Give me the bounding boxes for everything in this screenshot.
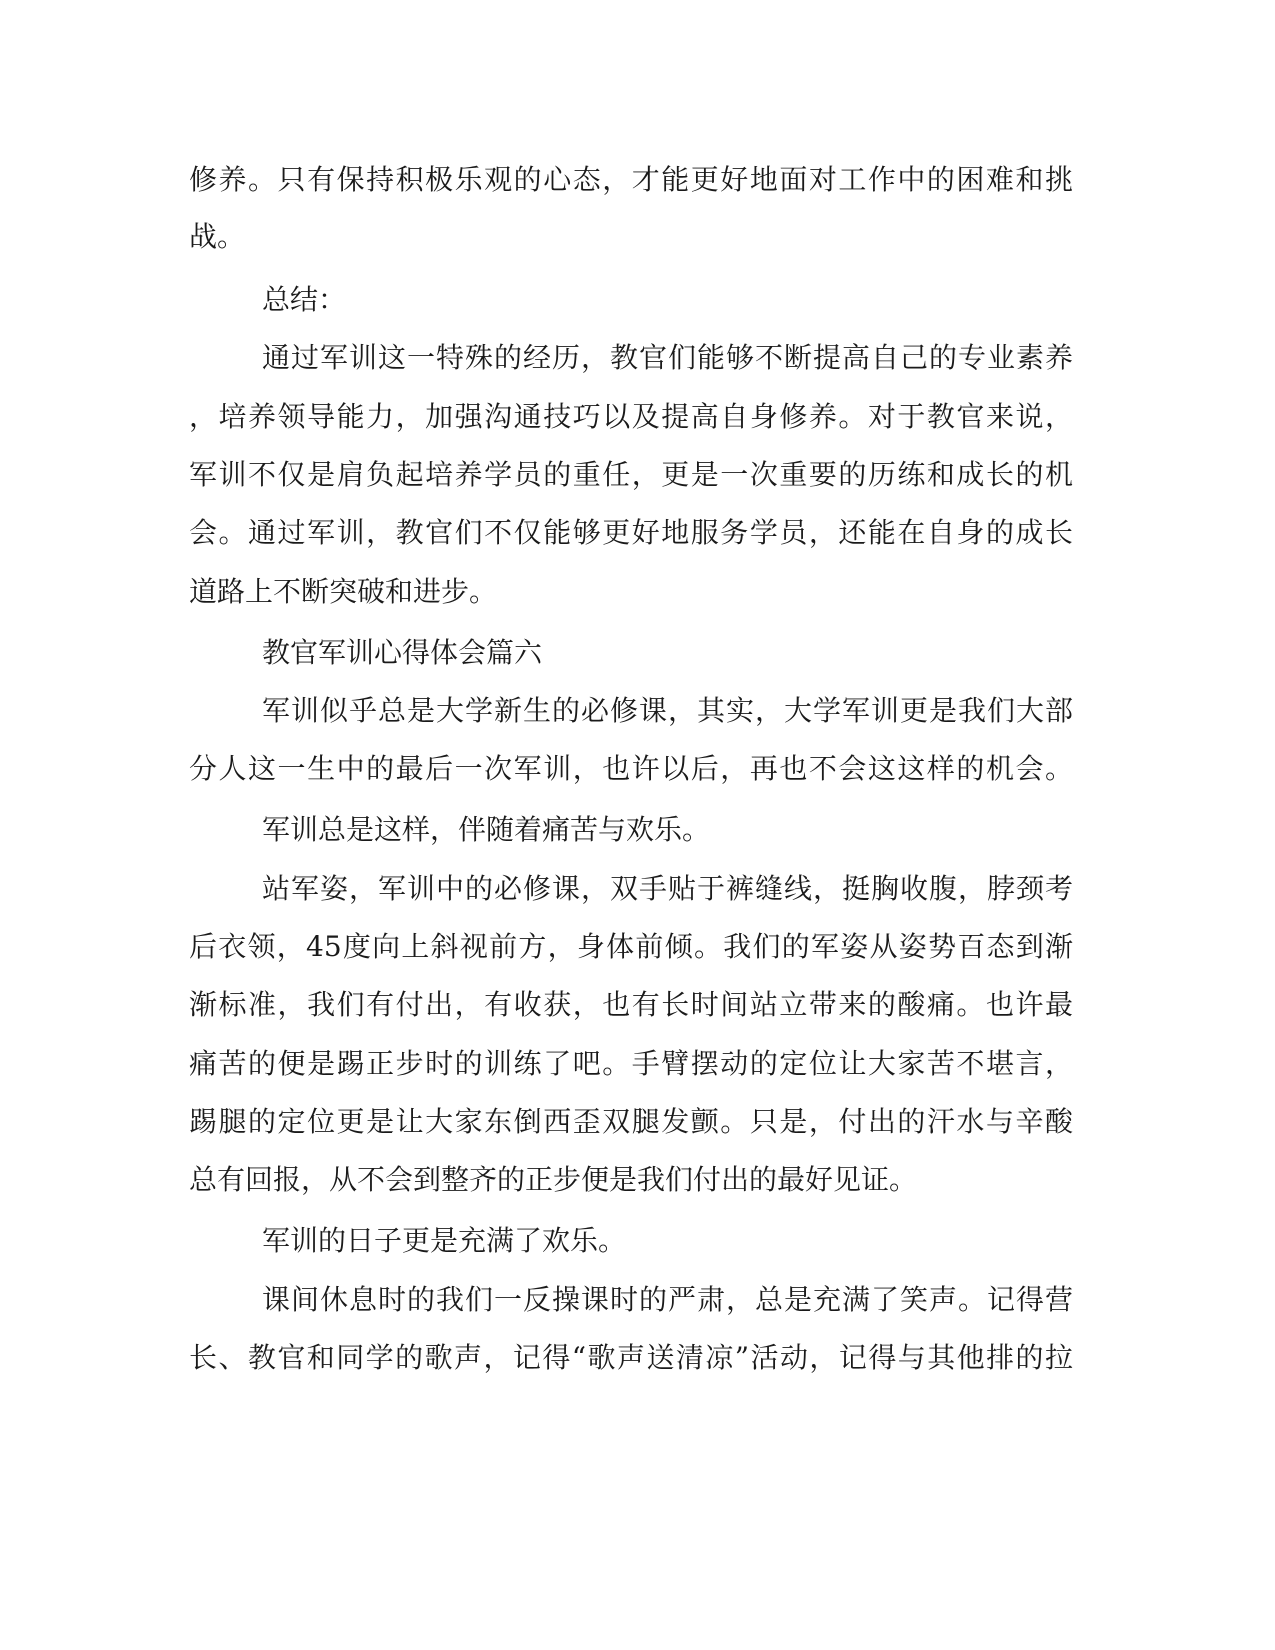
body-text-line: 站军姿，军训中的必修课，双手贴于裤缝线，挺胸收腹，脖颈考	[262, 872, 1073, 905]
body-text-line: 战。	[189, 220, 246, 253]
body-text-line: 军训似乎总是大学新生的必修课，其实，大学军训更是我们大部	[262, 694, 1073, 727]
body-text-line: ，培养领导能力，加强沟通技巧以及提高自身修养。对于教官来说，	[189, 400, 1073, 433]
section-heading: 总结：	[262, 283, 347, 316]
body-text-line: 后衣领，45度向上斜视前方，身体前倾。我们的军姿从姿势百态到渐	[189, 930, 1073, 963]
body-text-line: 长、教官和同学的歌声，记得“歌声送清凉”活动，记得与其他排的拉	[189, 1341, 1073, 1374]
body-text-line: 总有回报，从不会到整齐的正步便是我们付出的最好见证。	[189, 1163, 918, 1196]
body-text-line: 踢腿的定位更是让大家东倒西歪双腿发颤。只是，付出的汗水与辛酸	[189, 1105, 1073, 1138]
body-text-line: 渐标准，我们有付出，有收获，也有长时间站立带来的酸痛。也许最	[189, 988, 1073, 1021]
body-text-line: 痛苦的便是踢正步时的训练了吧。手臂摆动的定位让大家苦不堪言，	[189, 1047, 1073, 1080]
body-text-line: 军训总是这样，伴随着痛苦与欢乐。	[262, 813, 711, 846]
body-text-line: 军训的日子更是充满了欢乐。	[262, 1224, 627, 1257]
body-text-line: 通过军训这一特殊的经历，教官们能够不断提高自己的专业素养	[262, 341, 1073, 374]
body-text-line: 军训不仅是肩负起培养学员的重任，更是一次重要的历练和成长的机	[189, 458, 1073, 491]
body-text-line: 道路上不断突破和进步。	[189, 575, 498, 608]
body-text-line: 会。通过军训，教官们不仅能够更好地服务学员，还能在自身的成长	[189, 516, 1073, 549]
body-text-line: 分人这一生中的最后一次军训，也许以后，再也不会这这样的机会。	[189, 752, 1073, 785]
body-text-line: 修养。只有保持积极乐观的心态，才能更好地面对工作中的困难和挑	[189, 163, 1073, 196]
body-text-line: 课间休息时的我们一反操课时的严肃，总是充满了笑声。记得营	[262, 1283, 1073, 1316]
section-heading: 教官军训心得体会篇六	[262, 636, 543, 669]
